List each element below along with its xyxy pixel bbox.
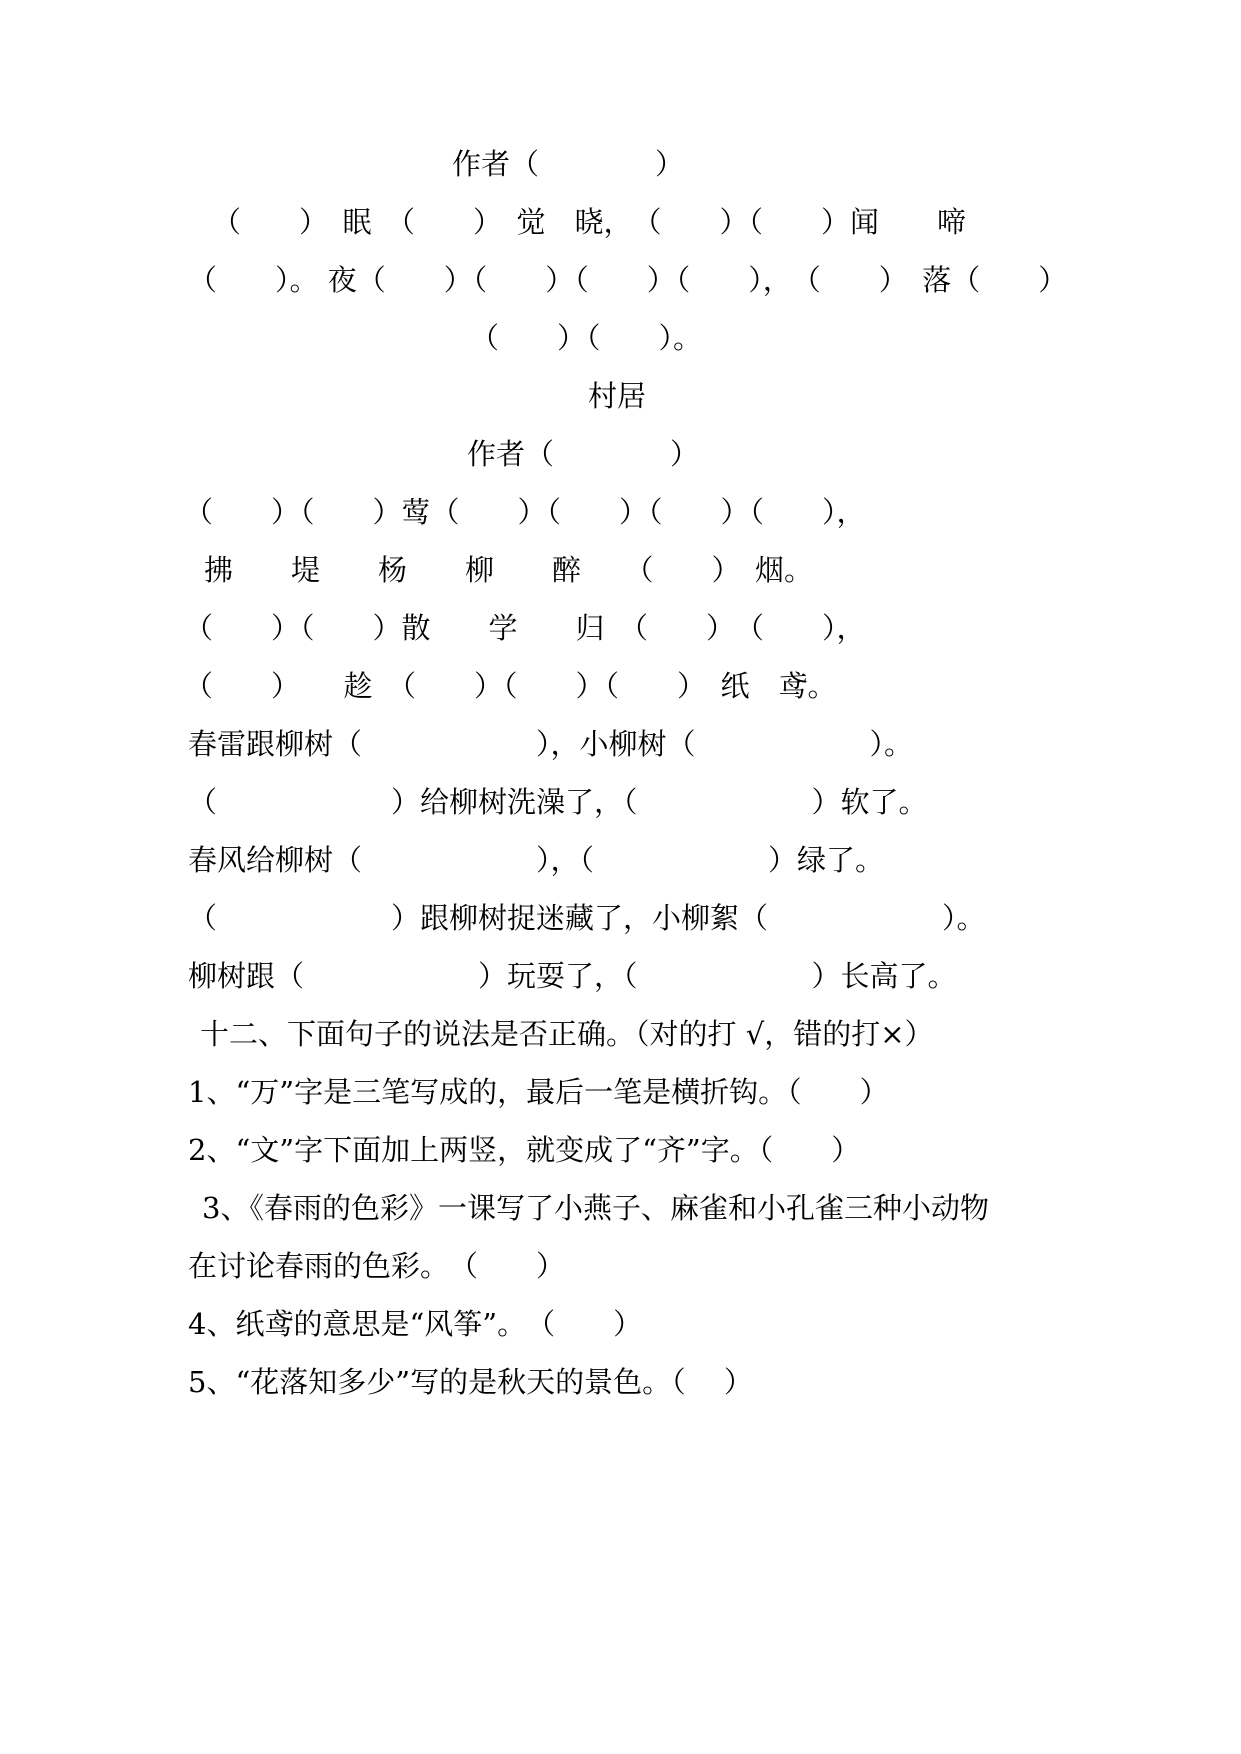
poem2-line-2: 拂 堤 杨 柳 醉 （ ） 烟。 xyxy=(204,553,814,587)
poem2-title: 村居 xyxy=(588,379,647,413)
question-1: 1、“万”字是三笔写成的，最后一笔是横折钩。（ ） xyxy=(188,1075,889,1109)
willow-line-1: 春雷跟柳树（ ），小柳树（ ）。 xyxy=(188,727,914,761)
question-3-line-2: 在讨论春雨的色彩。 （ ） xyxy=(188,1249,566,1283)
poem1-line-1: （ ） 眠 （ ） 觉 晓， （ ）（ ）闻 啼 xyxy=(212,205,967,239)
poem1-line-2: （ ）。 夜（ ）（ ）（ ）（ ）， （ ） 落（ ） xyxy=(188,263,1068,297)
question-5: 5、“花落知多少”写的是秋天的景色。（ ） xyxy=(188,1365,753,1399)
willow-line-5: 柳树跟（ ）玩耍了，（ ）长高了。 xyxy=(188,959,957,993)
question-4: 4、纸鸢的意思是“风筝”。 （ ） xyxy=(188,1307,643,1341)
willow-line-4: （ ）跟柳树捉迷藏了，小柳絮（ ）。 xyxy=(188,901,986,935)
willow-line-3: 春风给柳树（ ），（ ）绿了。 xyxy=(188,843,885,877)
poem2-line-1: （ ）（ ）莺（ ）（ ）（ ）（ ）， xyxy=(184,495,866,529)
poem1-author-line: 作者（ ） xyxy=(452,147,685,181)
poem2-line-4: （ ） 趁 （ ）（ ）（ ） 纸 鸢。 xyxy=(184,669,837,703)
section-12-heading: 十二、下面句子的说法是否正确。（对的打 √，错的打×） xyxy=(200,1017,934,1051)
poem2-line-3: （ ）（ ）散 学 归 （ ） （ ）， xyxy=(184,611,866,645)
willow-line-2: （ ）给柳树洗澡了，（ ）软了。 xyxy=(188,785,928,819)
question-2: 2、“文”字下面加上两竖，就变成了“齐”字。（ ） xyxy=(188,1133,861,1167)
question-3-line-1: 3、《春雨的色彩》一课写了小燕子、麻雀和小孔雀三种小动物 xyxy=(202,1191,989,1225)
poem1-line-3: （ ）（ ）。 xyxy=(470,321,703,355)
poem2-author-line: 作者（ ） xyxy=(467,437,700,471)
